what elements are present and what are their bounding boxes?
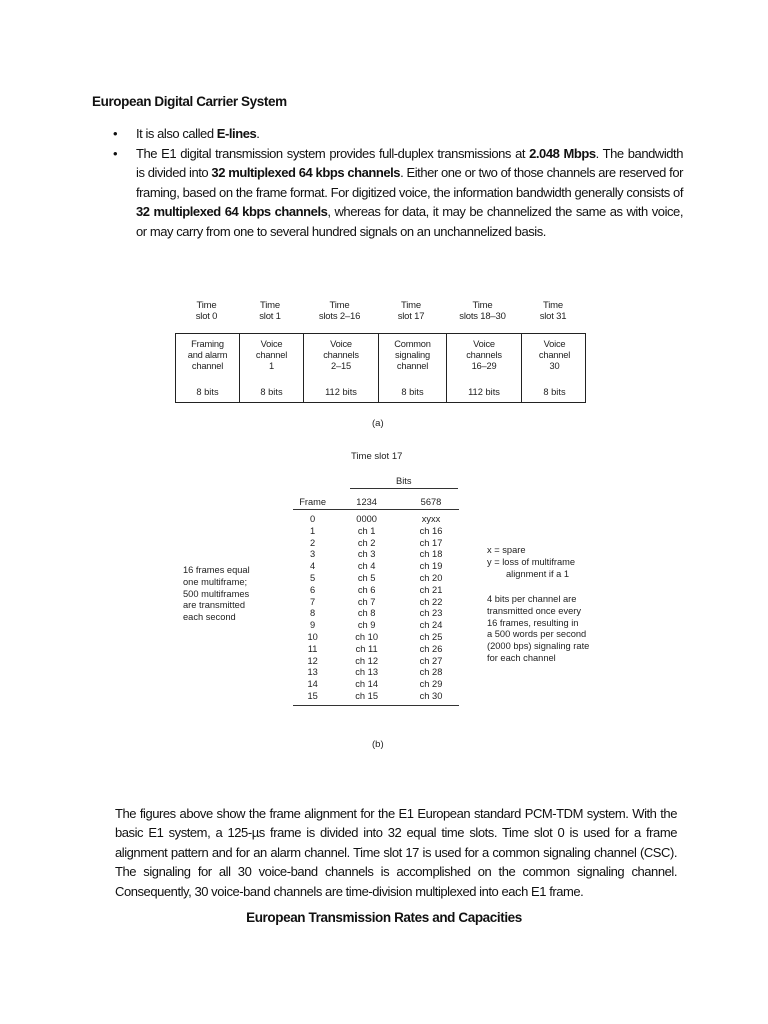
- bullet-item: [113, 144, 683, 242]
- bold-text: 32 multiplexed 64 kbps channels: [211, 165, 401, 181]
- note-line: transmitted once every: [487, 605, 582, 616]
- note-line: 500 multiframes: [183, 588, 250, 599]
- time-slot-header-line: Time: [401, 300, 421, 311]
- table-cell: 0: [310, 514, 316, 524]
- table-cell: ch 1: [357, 525, 376, 536]
- bullet-icon: •: [113, 126, 118, 141]
- time-slot-header-line: slot 1: [259, 311, 281, 322]
- time-slot-header-line: Time: [329, 300, 350, 311]
- bits-rule: [350, 488, 458, 489]
- table-row: [293, 549, 459, 561]
- document-heading: European Digital Carrier System: [92, 94, 287, 109]
- table-cell: ch 29: [419, 679, 443, 690]
- table-cell: ch 13: [355, 667, 379, 678]
- table-cell: 5: [310, 572, 316, 583]
- time-slot-header: [302, 300, 377, 322]
- bullet-list: [113, 124, 683, 242]
- table-cell: 8: [310, 608, 316, 619]
- table-row: [293, 573, 459, 585]
- table-cell: ch 28: [419, 667, 443, 678]
- time-slot-description-line: Common: [394, 339, 431, 349]
- table-cell: 12: [307, 655, 318, 666]
- time-slot-description-line: Voice: [330, 339, 352, 349]
- table-row: [293, 526, 459, 538]
- time-slot-description: [447, 339, 521, 373]
- time-slot-17-table: [293, 494, 459, 706]
- table-cell: ch 19: [419, 561, 443, 572]
- table-row: [293, 538, 459, 550]
- bullet-item: [113, 124, 683, 144]
- table-cell: 3: [310, 549, 316, 560]
- table-cell: ch 9: [357, 620, 376, 631]
- table-cell: ch 4: [357, 561, 376, 572]
- table-cell: ch 2: [357, 537, 376, 548]
- note-line: 4 bits per channel are: [487, 594, 577, 604]
- figure-a-slot-headers: [175, 300, 587, 332]
- time-slot-bits: 8 bits: [543, 387, 566, 397]
- time-slot-header: [520, 300, 586, 322]
- note-line: 16 frames equal: [183, 565, 250, 575]
- time-slot-description: [379, 339, 446, 373]
- time-slot-header: [238, 300, 302, 322]
- time-slot-description-line: channels: [323, 350, 359, 361]
- table-cell: ch 27: [419, 655, 443, 666]
- table-cell: ch 25: [419, 631, 443, 642]
- table-cell: 1: [310, 525, 316, 536]
- table-cell: ch 18: [419, 549, 443, 560]
- time-slot-header-line: slots 18–30: [459, 311, 506, 322]
- time-slot-description-line: channel: [255, 350, 288, 361]
- bold-text: E-lines: [216, 126, 257, 141]
- table-row: [293, 585, 459, 597]
- time-slot-description-line: channels: [466, 350, 502, 361]
- figure-b-title: Time slot 17: [351, 451, 403, 462]
- table-cell: ch 23: [419, 608, 443, 619]
- table-cell: 15: [307, 690, 318, 701]
- bits-label: Bits: [396, 476, 412, 486]
- time-slot-description-line: signaling: [395, 350, 430, 361]
- time-slot-bits: 112 bits: [468, 387, 500, 397]
- time-slot-description-line: 2–15: [331, 361, 351, 372]
- time-slot-description: [176, 339, 239, 373]
- table-row: [293, 656, 459, 668]
- column-header-frame: Frame: [299, 496, 327, 507]
- time-slot-description-line: Voice: [543, 339, 566, 349]
- table-row: [293, 679, 459, 691]
- table-cell: 4: [310, 561, 316, 572]
- signaling-rate-note: [487, 594, 627, 665]
- time-slot-cell: [176, 334, 239, 402]
- text-run: , whereas for data, it may be channelized the same as with voice, or may carry from one to several hundred signals on an unchannelized basis.: [136, 204, 683, 239]
- table-row: [293, 667, 459, 679]
- text-run: The E1 digital transmission system provides full-duplex transmissions at: [136, 145, 530, 161]
- bold-text: 32 multiplexed 64 kbps channels: [136, 204, 328, 220]
- time-slot-description-line: channel: [538, 350, 571, 361]
- note-line: x = spare: [487, 545, 526, 555]
- table-cell: 11: [307, 643, 318, 654]
- table-cell: ch 16: [419, 525, 443, 536]
- table-cell: 10: [307, 631, 318, 642]
- time-slot-header: [377, 300, 445, 322]
- note-line: alignment if a 1: [506, 568, 570, 579]
- note-line: are transmitted: [183, 600, 246, 611]
- time-slot-cell: [303, 334, 378, 402]
- table-cell: 6: [310, 584, 316, 595]
- note-line: y = loss of multiframe: [487, 556, 576, 567]
- table-cell: ch 15: [355, 690, 379, 701]
- time-slot-cell: [521, 334, 587, 402]
- time-slot-description: [304, 339, 378, 373]
- table-header-row: [293, 494, 459, 510]
- time-slot-header-line: Time: [472, 300, 493, 311]
- legend-note: [487, 545, 617, 580]
- time-slot-description-line: 1: [269, 361, 274, 372]
- time-slot-header-line: Time: [196, 300, 217, 311]
- table-cell: ch 3: [357, 549, 376, 560]
- bullet-icon: •: [113, 145, 118, 161]
- figure-a-frame-diagram: [175, 333, 586, 403]
- time-slot-description-line: 16–29: [471, 361, 497, 372]
- time-slot-header-line: slots 2–16: [318, 311, 361, 322]
- table-cell: ch 26: [419, 643, 443, 654]
- note-line: (2000 bps) signaling rate: [487, 641, 590, 652]
- body-paragraph: The figures above show the frame alignment for the E1 European standard PCM-TDM system. With the basic E1 system, a 125-µs frame is divided into 32 equal time slots. Time slot 0 is used for a frame alignment pattern and for an alarm channel. Time slot 17 is used for a common signaling channel (CSC). The signaling for all 30 voice-band channels is accomplished on the common signaling channel. Consequently, 30 voice-band channels are time-division multiplexed into each E1 frame.: [115, 806, 677, 899]
- table-row: [293, 597, 459, 609]
- table-cell: 0000: [356, 514, 377, 524]
- time-slot-cell: [446, 334, 521, 402]
- time-slot-header-line: slot 31: [539, 311, 567, 322]
- note-line: one multiframe;: [183, 576, 248, 587]
- time-slot-description-line: channel: [396, 361, 429, 372]
- time-slot-header-line: Time: [260, 300, 280, 311]
- table-cell: ch 20: [419, 572, 443, 583]
- table-row: [293, 510, 459, 526]
- table-cell: ch 12: [355, 655, 379, 666]
- time-slot-header-line: slot 0: [195, 311, 218, 322]
- text-run: It is also called: [136, 126, 217, 141]
- note-line: a 500 words per second: [487, 629, 587, 640]
- time-slot-header-line: slot 17: [397, 311, 425, 322]
- time-slot-header: [445, 300, 520, 322]
- time-slot-description-line: Voice: [473, 339, 495, 349]
- table-row: [293, 608, 459, 620]
- multiframe-note: [183, 565, 283, 624]
- column-header-bits-1234: 1234: [356, 496, 377, 507]
- table-cell: ch 7: [357, 596, 376, 607]
- time-slot-description-line: Voice: [260, 339, 283, 349]
- section-heading: European Transmission Rates and Capacities: [246, 910, 522, 925]
- table-cell: ch 17: [419, 537, 443, 548]
- figure-a-caption: (a): [372, 418, 384, 429]
- time-slot-description-line: and alarm: [187, 350, 228, 361]
- table-row: [293, 691, 459, 705]
- table-cell: 7: [310, 596, 316, 607]
- table-cell: ch 11: [355, 643, 378, 654]
- table-cell: ch 30: [419, 690, 443, 701]
- table-cell: ch 24: [419, 620, 443, 631]
- table-row: [293, 644, 459, 656]
- table-cell: ch 22: [419, 596, 443, 607]
- note-line: each second: [183, 612, 236, 623]
- time-slot-header: [175, 300, 238, 322]
- table-cell: 14: [307, 679, 318, 690]
- time-slot-cell: [378, 334, 446, 402]
- table-cell: ch 8: [357, 608, 376, 619]
- time-slot-bits: 8 bits: [260, 387, 283, 397]
- text-run: . The bandwidth is divided into: [136, 145, 683, 181]
- table-cell: ch 10: [355, 631, 379, 642]
- time-slot-bits: 112 bits: [325, 387, 357, 397]
- table-cell: ch 21: [419, 584, 443, 595]
- time-slot-description-line: Framing: [191, 339, 224, 349]
- table-cell: ch 14: [355, 679, 379, 690]
- time-slot-description: [240, 339, 303, 373]
- text-run: . Either one or two of those channels are reserved for framing, based on the frame format. For digitized voice, the information bandwidth generally consists of: [136, 165, 683, 200]
- time-slot-description-line: channel: [191, 361, 224, 372]
- table-cell: 2: [310, 537, 316, 548]
- time-slot-description: [522, 339, 587, 373]
- table-row: [293, 620, 459, 632]
- time-slot-header-line: Time: [543, 300, 563, 311]
- table-cell: ch 6: [357, 584, 376, 595]
- table-cell: ch 5: [357, 572, 376, 583]
- bold-text: 2.048 Mbps: [529, 145, 596, 161]
- table-row: [293, 561, 459, 573]
- time-slot-cell: [239, 334, 303, 402]
- time-slot-description-line: 30: [549, 361, 560, 372]
- time-slot-bits: 8 bits: [401, 387, 424, 397]
- column-header-bits-5678: 5678: [420, 496, 442, 507]
- table-cell: 9: [310, 620, 316, 631]
- note-line: 16 frames, resulting in: [487, 617, 579, 628]
- table-cell: 13: [307, 667, 318, 678]
- note-line: for each channel: [487, 652, 556, 663]
- figure-b-caption: (b): [372, 739, 384, 750]
- table-row: [293, 632, 459, 644]
- table-cell: xyxx: [421, 514, 441, 524]
- text-run: .: [256, 126, 260, 141]
- time-slot-bits: 8 bits: [196, 387, 219, 397]
